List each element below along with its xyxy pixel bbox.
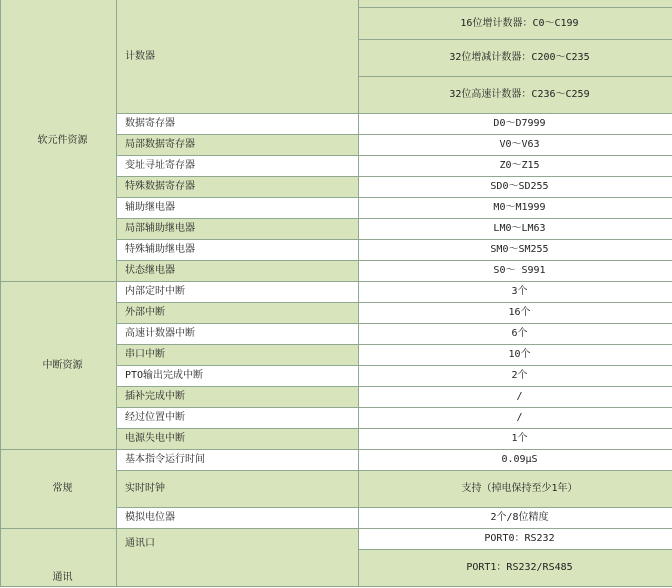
item-value: SD0～SD255 <box>359 177 672 198</box>
item-value-port1: PORT1：RS232/RS485 <box>359 550 672 587</box>
item-value-port0: PORT0：RS232 <box>359 529 672 550</box>
item-name: 经过位置中断 <box>117 408 359 429</box>
item-value: 2个 <box>359 366 672 387</box>
item-name: 实时时钟 <box>117 471 359 508</box>
item-value: 3个 <box>359 282 672 303</box>
item-value: / <box>359 387 672 408</box>
category-interrupt: 中断资源 <box>1 282 117 450</box>
item-name: 基本指令运行时间 <box>117 450 359 471</box>
item-value: 2个/8位精度 <box>359 508 672 529</box>
item-name: 辅助继电器 <box>117 198 359 219</box>
table-row <box>1 450 672 471</box>
item-value: V0～V63 <box>359 135 672 156</box>
item-name: 外部中断 <box>117 303 359 324</box>
item-name: 插补完成中断 <box>117 387 359 408</box>
item-value: 1个 <box>359 429 672 450</box>
item-name: 串口中断 <box>117 345 359 366</box>
category-general: 常规 <box>1 450 117 529</box>
category-communication: 通讯 <box>1 529 117 587</box>
item-value: 6个 <box>359 324 672 345</box>
item-value: 10个 <box>359 345 672 366</box>
item-name: 特殊辅助继电器 <box>117 240 359 261</box>
item-name: PTO输出完成中断 <box>117 366 359 387</box>
item-name: 模拟电位器 <box>117 508 359 529</box>
item-name: 高速计数器中断 <box>117 324 359 345</box>
item-value: S0～ S991 <box>359 261 672 282</box>
item-value: SM0～SM255 <box>359 240 672 261</box>
table-row <box>1 0 672 8</box>
item-name: 局部数据寄存器 <box>117 135 359 156</box>
item-value: / <box>359 408 672 429</box>
item-value: 0.09μS <box>359 450 672 471</box>
item-value-counter-16bit: 16位增计数器：C0～C199 <box>359 8 672 40</box>
item-name: 状态继电器 <box>117 261 359 282</box>
item-value: D0～D7999 <box>359 114 672 135</box>
category-soft-element: 软元件资源 <box>1 0 117 282</box>
item-name: 电源失电中断 <box>117 429 359 450</box>
item-name-counter: 计数器 <box>117 0 359 114</box>
item-value: M0～M1999 <box>359 198 672 219</box>
table-row <box>1 529 672 550</box>
item-name: 内部定时中断 <box>117 282 359 303</box>
item-value: 支持（掉电保持至少1年） <box>359 471 672 508</box>
item-value: Z0～Z15 <box>359 156 672 177</box>
item-value: LM0～LM63 <box>359 219 672 240</box>
item-name: 局部辅助继电器 <box>117 219 359 240</box>
item-value-counter-32bit-highspeed: 32位高速计数器：C236～C259 <box>359 77 672 114</box>
item-name: 特殊数据寄存器 <box>117 177 359 198</box>
value-cell-blank <box>359 0 672 8</box>
item-name: 数据寄存器 <box>117 114 359 135</box>
item-name: 变址寻址寄存器 <box>117 156 359 177</box>
table-row <box>1 282 672 303</box>
item-value: 16个 <box>359 303 672 324</box>
item-value-counter-32bit-updown: 32位增减计数器：C200～C235 <box>359 40 672 77</box>
item-name-comm-port: 通讯口 <box>117 529 359 587</box>
